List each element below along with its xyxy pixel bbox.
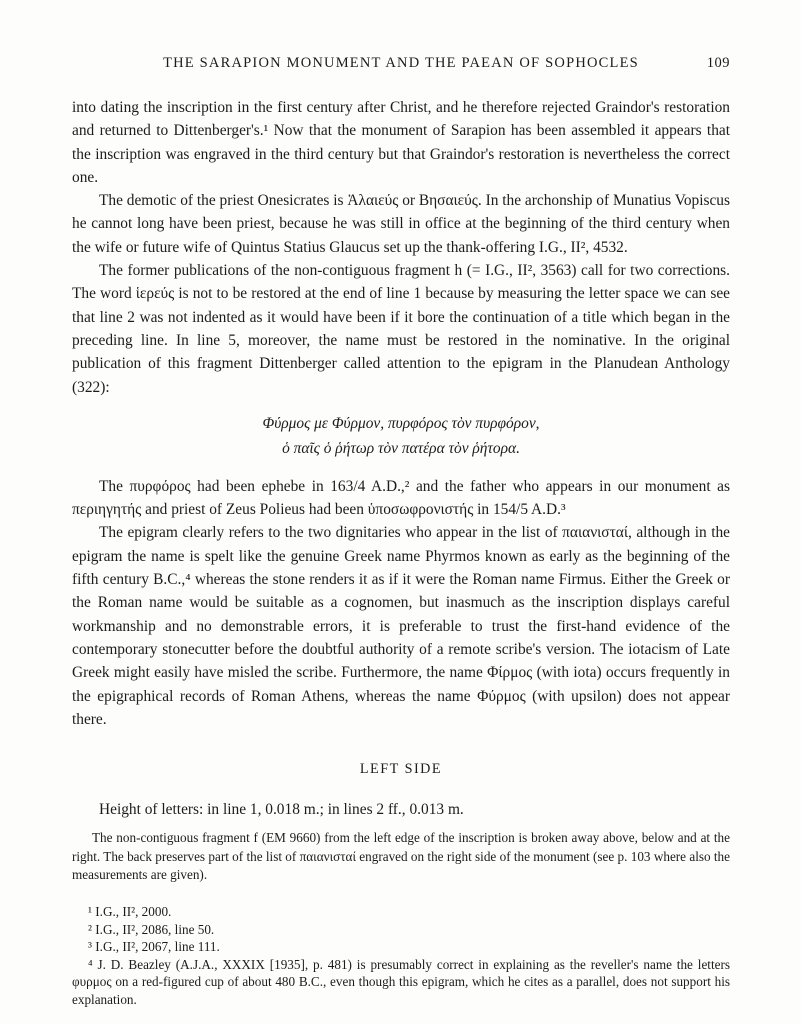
running-head xyxy=(72,55,730,72)
paragraph-pyrphoros-ephebe: The πυρφόρος had been ephebe in 163/4 A.D.,² and the father who appears in our monument as περιηγητής and priest of Zeus Polieus had been ὑποσωφρονιστής in 154/5 A.D.³ xyxy=(72,477,730,519)
section-heading-left-side: LEFT SIDE xyxy=(359,761,443,778)
greek-epigram xyxy=(72,411,730,461)
fragment-description: The non-contiguous fragment f (EM 9660) from the left edge of the inscription is broken away above, below and at the right. The back preserves part of the list of παιανισταί engraved on the right side of the monument (see p. 103 where also the measurements are given). xyxy=(72,830,730,883)
footnote-1: ¹ I.G., II², 2000. xyxy=(88,903,172,919)
paragraph-epigram-dignitaries: The epigram clearly refers to the two dignitaries who appear in the list of παιανισταί, although in the epigram the name is spelt like the genuine Greek name Phyrmos known as early as the beginning of the fifth century B.C.,⁴ whereas the stone renders it as if it were the Roman name Firmus. Either the Greek or the Roman name would be suitable as a cognomen, but inasmuch as the inscription displays careful workmanship and no demonstrable errors, it is preferable to trust the first-hand evidence of the contemporary stonecutter before the doubtful authority of a remote scribe's version. The iotacism of Late Greek might easily have misled the scribe. Furthermore, the name Φίρμος (with iota) occurs frequently in the epigraphical records of Roman Athens, whereas the name Φύρμος (with upsilon) does not appear there. xyxy=(72,524,730,728)
footnote-3: ³ I.G., II², 2067, line 111. xyxy=(88,939,220,955)
paragraph-dating-inscription: into dating the inscription in the first century after Christ, and he therefore rejected Graindor's restoration and returned to Dittenberger's.¹ Now that the monument of Sarapion has been assembled it appears that the inscription was engraved in the third century but that Graindor's restoration is nevertheless the correct one. xyxy=(72,99,730,186)
page-number: 109 xyxy=(706,55,730,71)
footnotes-block xyxy=(72,903,730,1009)
height-of-letters-line: Height of letters: in line 1, 0.018 m.; in lines 2 ff., 0.013 m. xyxy=(99,801,464,819)
paragraph-former-publications: The former publications of the non-contiguous fragment h (= I.G., II², 3563) call for two corrections. The word ἱερεύς is not to be restored at the end of line 1 because by measuring the letter space we can see that line 2 was not indented as it would have been if it bore the continuation of a title which began in the preceding line. In line 5, moreover, the name must be restored in the nominative. In the original publication of this fragment Dittenberger called attention to the epigram in the Planudean Anthology (322): xyxy=(72,262,730,396)
paragraph-demotic-priest: The demotic of the priest Onesicrates is Ἁλαιεύς or Βησαιεύς. In the archonship of Munatius Vopiscus he cannot long have been priest, because he was still in office at the beginning of the third century when the wife or future wife of Quintus Statius Glaucus set up the thank-offering I.G., II², 4532. xyxy=(72,192,730,256)
running-head-title: THE SARAPION MONUMENT AND THE PAEAN OF SOPHOCLES xyxy=(163,55,639,71)
greek-epigram-line-2: ὁ παῖς ὁ ῥήτωρ τὸν πατέρα τὸν ῥήτορα. xyxy=(282,439,520,457)
footnote-2: ² I.G., II², 2086, line 50. xyxy=(88,921,215,937)
greek-epigram-line-1: Φύρμος με Φύρμον, πυρφόρος τὸν πυρφόρον, xyxy=(262,414,540,432)
footnote-4: ⁴ J. D. Beazley (A.J.A., XXXIX [1935], p. 481) is presumably correct in explaining as the reveller's name the letters φυρμος on a red-figured cup of about 480 B.C., even though this epigram, which he cites as a parallel, does not support his explanation. xyxy=(72,956,730,1007)
